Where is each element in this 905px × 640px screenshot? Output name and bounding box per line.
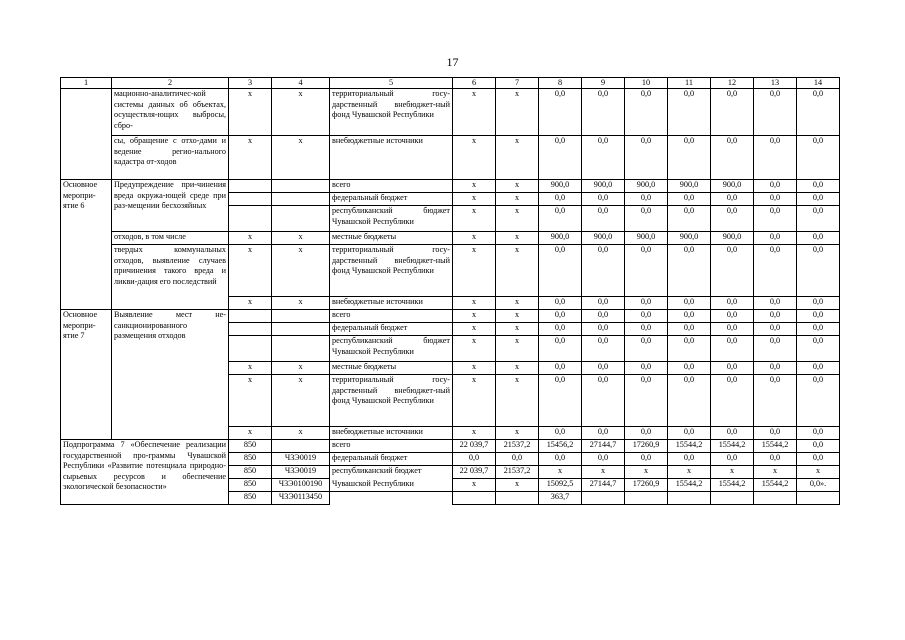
value-cell: х: [539, 466, 582, 479]
value-cell: 0,0: [754, 323, 797, 336]
value-cell: 0,0: [625, 245, 668, 297]
event-label-cell: Основное меропри-ятие 6: [61, 180, 112, 310]
column-header: 2: [112, 78, 229, 89]
value-cell: х: [272, 245, 330, 297]
value-cell: х: [453, 336, 496, 362]
value-cell: 900,0: [711, 232, 754, 245]
value-cell: 0,0: [668, 245, 711, 297]
value-cell: х: [496, 89, 539, 136]
value-cell: х: [229, 232, 272, 245]
value-cell: х: [496, 193, 539, 206]
value-cell: 0,0: [496, 453, 539, 466]
value-cell: х: [229, 297, 272, 310]
value-cell: х: [453, 136, 496, 180]
value-cell: [668, 492, 711, 505]
value-cell: х: [272, 362, 330, 375]
column-header: 3: [229, 78, 272, 89]
value-cell: 0,0: [539, 310, 582, 323]
funding-source-cell: территориальный госу-дарственный внебюджет-ный фонд Чувашской Республики: [330, 89, 453, 136]
column-header: 7: [496, 78, 539, 89]
funding-source-cell: внебюджетные источники: [330, 136, 453, 180]
value-cell: 0,0: [711, 362, 754, 375]
value-cell: х: [496, 427, 539, 440]
value-cell: х: [453, 375, 496, 427]
value-cell: 0,0: [668, 453, 711, 466]
value-cell: 850: [229, 453, 272, 466]
value-cell: 0,0: [539, 297, 582, 310]
value-cell: 0,0: [625, 336, 668, 362]
value-cell: 15544,2: [668, 440, 711, 453]
funding-source-cell: всего: [330, 440, 453, 453]
value-cell: х: [272, 297, 330, 310]
value-cell: 0,0: [754, 206, 797, 232]
value-cell: х: [453, 89, 496, 136]
value-cell: 0,0: [797, 297, 840, 310]
value-cell: 0,0: [668, 375, 711, 427]
value-cell: 850: [229, 492, 272, 505]
value-cell: 0,0: [754, 453, 797, 466]
value-cell: х: [496, 297, 539, 310]
event-description-cell: Предупреждение при-чинения вреда окружа-ющей среде при раз-мещении бесхозяйных: [112, 180, 229, 232]
value-cell: х: [496, 375, 539, 427]
value-cell: 0,0: [582, 297, 625, 310]
value-cell: 21537,2: [496, 466, 539, 479]
value-cell: 15544,2: [711, 479, 754, 492]
value-cell: [711, 492, 754, 505]
value-cell: 900,0: [625, 232, 668, 245]
value-cell: 0,0: [582, 245, 625, 297]
funding-source-cell: внебюджетные источники: [330, 297, 453, 310]
value-cell: 0,0: [797, 310, 840, 323]
value-cell: [229, 193, 272, 206]
value-cell: 0,0: [668, 136, 711, 180]
value-cell: 0,0: [754, 362, 797, 375]
value-cell: 0,0: [668, 193, 711, 206]
table-row: [61, 232, 840, 245]
value-cell: 850: [229, 479, 272, 492]
value-cell: 27144,7: [582, 440, 625, 453]
column-header: 4: [272, 78, 330, 89]
value-cell: 22 039,7: [453, 466, 496, 479]
value-cell: [272, 310, 330, 323]
value-cell: х: [496, 136, 539, 180]
value-cell: 0,0: [797, 206, 840, 232]
funding-source-cell: республиканский бюджет Чувашской Республики: [330, 206, 453, 232]
value-cell: х: [453, 323, 496, 336]
value-cell: х: [453, 297, 496, 310]
value-cell: 0,0: [797, 427, 840, 440]
value-cell: 0,0: [711, 297, 754, 310]
value-cell: 0,0: [582, 193, 625, 206]
table-body: [61, 78, 840, 505]
value-cell: х: [711, 466, 754, 479]
funding-source-cell: федеральный бюджет: [330, 453, 453, 466]
value-cell: 0,0».: [797, 479, 840, 492]
event-label-cell: Основное меропри-ятие 7: [61, 310, 112, 440]
value-cell: [229, 206, 272, 232]
value-cell: х: [668, 466, 711, 479]
value-cell: 0,0: [539, 453, 582, 466]
value-cell: 0,0: [582, 136, 625, 180]
value-cell: 0,0: [754, 427, 797, 440]
value-cell: 0,0: [711, 206, 754, 232]
value-cell: 0,0: [625, 310, 668, 323]
value-cell: 363,7: [539, 492, 582, 505]
value-cell: [625, 492, 668, 505]
value-cell: 0,0: [625, 136, 668, 180]
value-cell: х: [496, 323, 539, 336]
value-cell: 0,0: [582, 362, 625, 375]
value-cell: 0,0: [754, 193, 797, 206]
subprogram-row: [61, 440, 840, 453]
value-cell: х: [272, 427, 330, 440]
value-cell: 900,0: [711, 180, 754, 193]
value-cell: 0,0: [582, 336, 625, 362]
value-cell: х: [582, 466, 625, 479]
value-cell: х: [453, 232, 496, 245]
value-cell: 0,0: [625, 323, 668, 336]
table-header-row: [61, 78, 840, 89]
value-cell: 27144,7: [582, 479, 625, 492]
value-cell: 0,0: [797, 89, 840, 136]
value-cell: 0,0: [797, 453, 840, 466]
value-cell: х: [496, 336, 539, 362]
value-cell: 0,0: [582, 453, 625, 466]
value-cell: 15544,2: [668, 479, 711, 492]
funding-source-cell: территориальный госу-дарственный внебюджет-ный фонд Чувашской Республики: [330, 375, 453, 427]
value-cell: 0,0: [539, 362, 582, 375]
column-header: 1: [61, 78, 112, 89]
value-cell: [496, 492, 539, 505]
table-row: [61, 310, 840, 323]
value-cell: 0,0: [711, 89, 754, 136]
value-cell: 21537,2: [496, 440, 539, 453]
value-cell: х: [229, 136, 272, 180]
value-cell: 17260,9: [625, 479, 668, 492]
page-number: 17: [446, 55, 459, 69]
value-cell: [272, 193, 330, 206]
funding-source-cell: местные бюджеты: [330, 362, 453, 375]
value-cell: 0,0: [625, 297, 668, 310]
funding-source-cell: всего: [330, 310, 453, 323]
event-description-cell: отходов, в том числе: [112, 232, 229, 245]
value-cell: [272, 180, 330, 193]
funding-source-cell: республиканский бюджет: [330, 466, 453, 479]
value-cell: 0,0: [668, 336, 711, 362]
column-header: 9: [582, 78, 625, 89]
value-cell: х: [229, 427, 272, 440]
value-cell: х: [496, 232, 539, 245]
event-description-cell: Выявление мест не-санкционированного размещения отходов: [112, 310, 229, 440]
value-cell: [453, 492, 496, 505]
value-cell: х: [453, 193, 496, 206]
subprogram-title-cell: Подпрограмма 7 «Обеспечение реализации государственной про-граммы Чувашской Республики «Развитие потенциала природно-сырьевых ресурсов и обеспечение экологической безопасности»: [61, 440, 229, 505]
value-cell: [797, 492, 840, 505]
value-cell: 0,0: [539, 206, 582, 232]
value-cell: х: [272, 89, 330, 136]
value-cell: 0,0: [797, 362, 840, 375]
funding-source-cell: внебюджетные источники: [330, 427, 453, 440]
value-cell: 15544,2: [754, 479, 797, 492]
value-cell: 850: [229, 440, 272, 453]
budget-table: [60, 77, 840, 505]
table-row: [61, 89, 840, 136]
value-cell: 0,0: [539, 323, 582, 336]
value-cell: 900,0: [539, 232, 582, 245]
value-cell: х: [754, 466, 797, 479]
value-cell: 0,0: [668, 310, 711, 323]
column-header: 10: [625, 78, 668, 89]
column-header: 6: [453, 78, 496, 89]
value-cell: 0,0: [668, 89, 711, 136]
value-cell: 0,0: [582, 375, 625, 427]
value-cell: 0,0: [711, 193, 754, 206]
value-cell: 17260,9: [625, 440, 668, 453]
value-cell: 0,0: [668, 323, 711, 336]
value-cell: 0,0: [797, 232, 840, 245]
value-cell: 0,0: [625, 362, 668, 375]
value-cell: 0,0: [797, 136, 840, 180]
value-cell: 0,0: [539, 193, 582, 206]
value-cell: Ч3Э0019: [272, 466, 330, 479]
column-header: 5: [330, 78, 453, 89]
value-cell: 0,0: [453, 453, 496, 466]
value-cell: 15544,2: [754, 440, 797, 453]
value-cell: 0,0: [711, 336, 754, 362]
value-cell: х: [453, 180, 496, 193]
value-cell: 0,0: [625, 453, 668, 466]
value-cell: 0,0: [754, 89, 797, 136]
value-cell: 0,0: [582, 323, 625, 336]
table-row: [61, 245, 840, 297]
event-label-cell: [61, 89, 112, 180]
value-cell: 0,0: [754, 310, 797, 323]
value-cell: 0,0: [797, 440, 840, 453]
funding-source-cell: федеральный бюджет: [330, 193, 453, 206]
value-cell: 0,0: [668, 206, 711, 232]
value-cell: 0,0: [797, 323, 840, 336]
value-cell: 15456,2: [539, 440, 582, 453]
value-cell: 0,0: [625, 206, 668, 232]
value-cell: Ч3Э0019: [272, 453, 330, 466]
value-cell: [272, 440, 330, 453]
value-cell: 0,0: [668, 362, 711, 375]
value-cell: х: [496, 310, 539, 323]
value-cell: 15092,5: [539, 479, 582, 492]
value-cell: 15544,2: [711, 440, 754, 453]
value-cell: 900,0: [539, 180, 582, 193]
value-cell: х: [453, 479, 496, 492]
value-cell: х: [272, 232, 330, 245]
value-cell: х: [453, 310, 496, 323]
value-cell: х: [496, 479, 539, 492]
value-cell: х: [625, 466, 668, 479]
value-cell: [754, 492, 797, 505]
value-cell: 0,0: [582, 427, 625, 440]
value-cell: 0,0: [797, 375, 840, 427]
value-cell: х: [453, 362, 496, 375]
funding-source-cell: всего: [330, 180, 453, 193]
value-cell: 0,0: [625, 89, 668, 136]
value-cell: 900,0: [582, 180, 625, 193]
column-header: 13: [754, 78, 797, 89]
value-cell: 0,0: [539, 89, 582, 136]
funding-source-cell: федеральный бюджет: [330, 323, 453, 336]
value-cell: [229, 310, 272, 323]
value-cell: 0,0: [668, 427, 711, 440]
table-row: [61, 136, 840, 180]
event-description-cell: твердых коммунальных отходов, выявление случаев причинения такого вреда и ликви-дация его последствий: [112, 245, 229, 310]
value-cell: 0,0: [754, 180, 797, 193]
value-cell: х: [453, 427, 496, 440]
value-cell: 0,0: [754, 336, 797, 362]
value-cell: 900,0: [582, 232, 625, 245]
value-cell: х: [496, 362, 539, 375]
value-cell: х: [229, 245, 272, 297]
value-cell: 0,0: [711, 245, 754, 297]
value-cell: 0,0: [625, 427, 668, 440]
value-cell: х: [229, 89, 272, 136]
funding-source-cell: местные бюджеты: [330, 232, 453, 245]
value-cell: 0,0: [711, 310, 754, 323]
value-cell: х: [453, 245, 496, 297]
value-cell: 0,0: [582, 206, 625, 232]
value-cell: [272, 206, 330, 232]
value-cell: х: [229, 362, 272, 375]
funding-source-cell: республиканский бюджет Чувашской Республики: [330, 336, 453, 362]
value-cell: 900,0: [625, 180, 668, 193]
value-cell: х: [272, 375, 330, 427]
value-cell: 0,0: [797, 193, 840, 206]
value-cell: 0,0: [625, 193, 668, 206]
value-cell: 0,0: [539, 336, 582, 362]
column-header: 11: [668, 78, 711, 89]
value-cell: 0,0: [625, 375, 668, 427]
value-cell: 0,0: [711, 453, 754, 466]
table-row: [61, 180, 840, 193]
value-cell: [582, 492, 625, 505]
value-cell: 0,0: [711, 375, 754, 427]
value-cell: х: [229, 375, 272, 427]
value-cell: 0,0: [754, 136, 797, 180]
value-cell: 0,0: [754, 297, 797, 310]
value-cell: 0,0: [668, 297, 711, 310]
value-cell: [229, 180, 272, 193]
value-cell: 0,0: [711, 427, 754, 440]
column-header: 14: [797, 78, 840, 89]
value-cell: 22 039,7: [453, 440, 496, 453]
value-cell: 900,0: [668, 232, 711, 245]
value-cell: 850: [229, 466, 272, 479]
value-cell: 0,0: [754, 375, 797, 427]
value-cell: [229, 323, 272, 336]
funding-source-cell: Чувашской Республики: [330, 479, 453, 492]
value-cell: [272, 323, 330, 336]
funding-source-cell: территориальный госу-дарственный внебюджет-ный фонд Чувашской Республики: [330, 245, 453, 297]
value-cell: 0,0: [754, 245, 797, 297]
value-cell: х: [496, 245, 539, 297]
value-cell: 0,0: [582, 310, 625, 323]
value-cell: 0,0: [539, 375, 582, 427]
value-cell: 0,0: [539, 245, 582, 297]
value-cell: 900,0: [668, 180, 711, 193]
value-cell: 0,0: [754, 232, 797, 245]
value-cell: х: [453, 206, 496, 232]
value-cell: 0,0: [711, 136, 754, 180]
value-cell: 0,0: [797, 180, 840, 193]
column-header: 12: [711, 78, 754, 89]
value-cell: Ч3Э0100190: [272, 479, 330, 492]
value-cell: 0,0: [539, 136, 582, 180]
value-cell: 0,0: [797, 336, 840, 362]
value-cell: [272, 336, 330, 362]
funding-source-cell: [330, 492, 453, 505]
value-cell: х: [272, 136, 330, 180]
value-cell: Ч3Э0113450: [272, 492, 330, 505]
value-cell: 0,0: [797, 245, 840, 297]
value-cell: 0,0: [582, 89, 625, 136]
value-cell: х: [496, 180, 539, 193]
value-cell: 0,0: [711, 323, 754, 336]
value-cell: х: [797, 466, 840, 479]
event-description-cell: сы, обращение с отхо-дами и ведение регио-нального кадастра от-ходов: [112, 136, 229, 180]
value-cell: [229, 336, 272, 362]
event-description-cell: мационно-аналитичес-кой системы данных об объектах, осуществля-ющих выбросы, сбро-: [112, 89, 229, 136]
column-header: 8: [539, 78, 582, 89]
value-cell: 0,0: [539, 427, 582, 440]
value-cell: х: [496, 206, 539, 232]
